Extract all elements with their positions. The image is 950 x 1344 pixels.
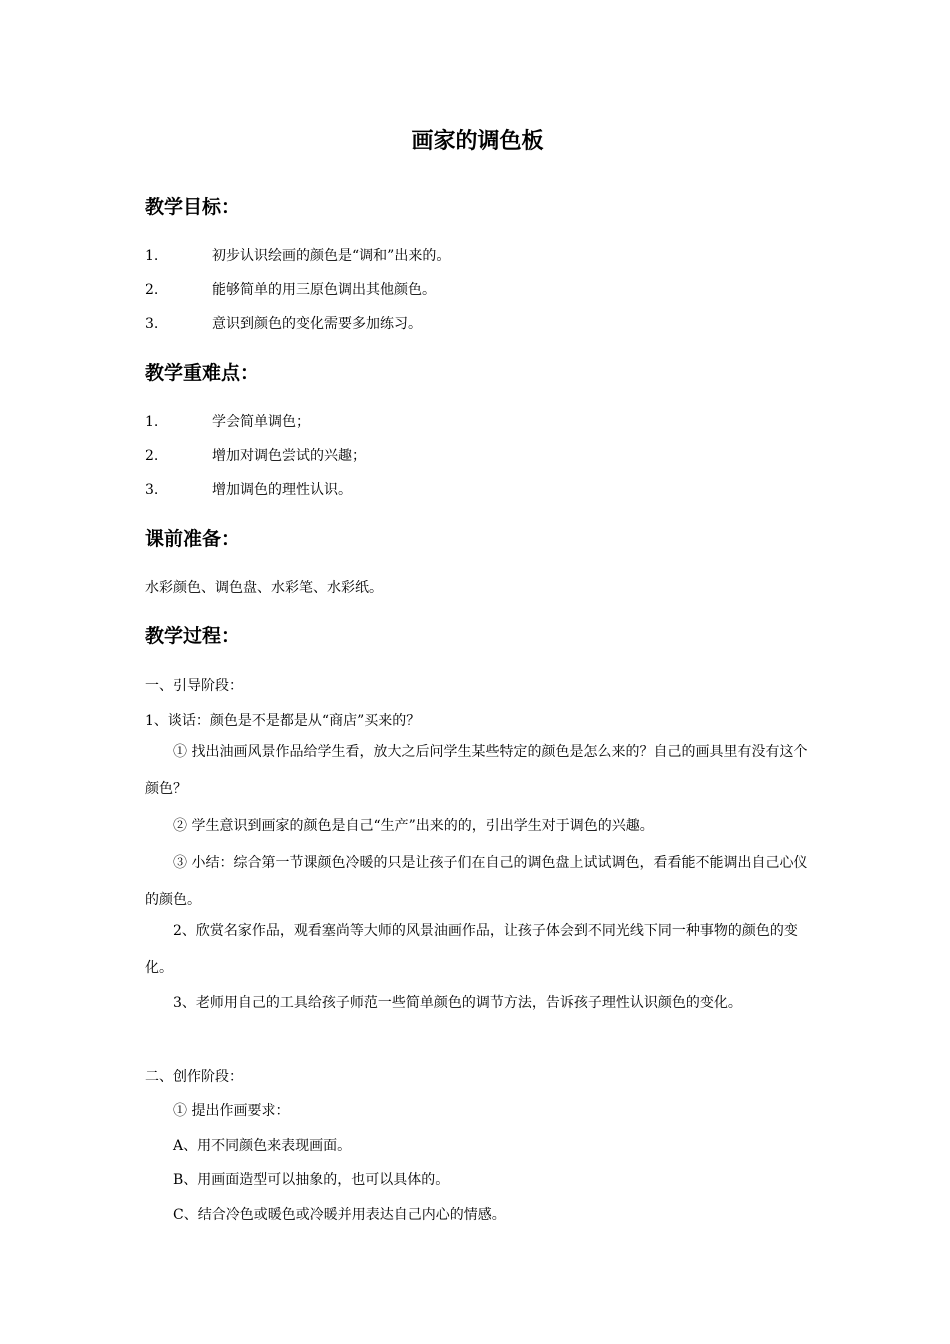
list-number: 2. [145, 282, 159, 298]
list-number: 1. [145, 414, 159, 430]
requirement-b: B、用画面造型可以抽象的，也可以具体的。 [173, 1172, 450, 1188]
list-text: 增加对调色尝试的兴趣； [212, 448, 366, 464]
list-number: 1. [145, 248, 159, 264]
list-text: 学会简单调色； [212, 414, 310, 430]
paragraph-4: 2、欣赏名家作品，观看塞尚等大师的风景油画作品，让孩子体会到不同光线下同一种事物的颜色的变化。 [145, 923, 798, 976]
talk-question: 1、谈话：颜色是不是都是从“商店”买来的？ [145, 713, 421, 729]
stage-one-label: 一、引导阶段： [145, 678, 243, 694]
list-number: 3. [145, 316, 159, 332]
requirement-intro: ① 提出作画要求： [173, 1103, 290, 1119]
heading-goals: 教学目标： [145, 196, 241, 218]
list-text: 意识到颜色的变化需要多加练习。 [212, 316, 422, 332]
stage-two-label: 二、创作阶段： [145, 1069, 243, 1085]
list-number: 2. [145, 448, 159, 464]
requirement-c: C、结合冷色或暖色或冷暖并用表达自己内心的情感。 [173, 1207, 506, 1223]
requirement-a: A、用不同颜色来表现画面。 [173, 1138, 352, 1154]
list-text: 初步认识绘画的颜色是“调和”出来的。 [212, 248, 451, 264]
heading-key-points: 教学重难点： [145, 362, 260, 384]
list-item [145, 313, 422, 335]
list-text: 能够简单的用三原色调出其他颜色。 [212, 282, 436, 298]
paragraph-1: ① 找出油画风景作品给学生看，放大之后问学生某些特定的颜色是怎么来的？自己的画具里有没有这个颜色？ [145, 744, 808, 797]
list-text: 增加调色的理性认识。 [212, 482, 352, 498]
heading-process: 教学过程： [145, 625, 241, 647]
heading-preparation: 课前准备： [145, 528, 241, 550]
list-item [145, 245, 450, 267]
paragraph-2: ② 学生意识到画家的颜色是自己“生产”出来的的，引出学生对于调色的兴趣。 [173, 818, 654, 834]
list-item [145, 445, 366, 467]
list-item [145, 411, 310, 433]
page-title: 画家的调色板 [411, 129, 544, 154]
list-item [145, 479, 352, 501]
list-item [145, 279, 436, 301]
paragraph-3: ③ 小结：综合第一节课颜色冷暖的只是让孩子们在自己的调色盘上试试调色，看看能不能调出自己心仪的颜色。 [145, 855, 808, 908]
preparation-text: 水彩颜色、调色盘、水彩笔、水彩纸。 [145, 580, 383, 596]
paragraph-5: 3、老师用自己的工具给孩子师范一些简单颜色的调节方法，告诉孩子理性认识颜色的变化。 [173, 995, 742, 1011]
list-number: 3. [145, 482, 159, 498]
